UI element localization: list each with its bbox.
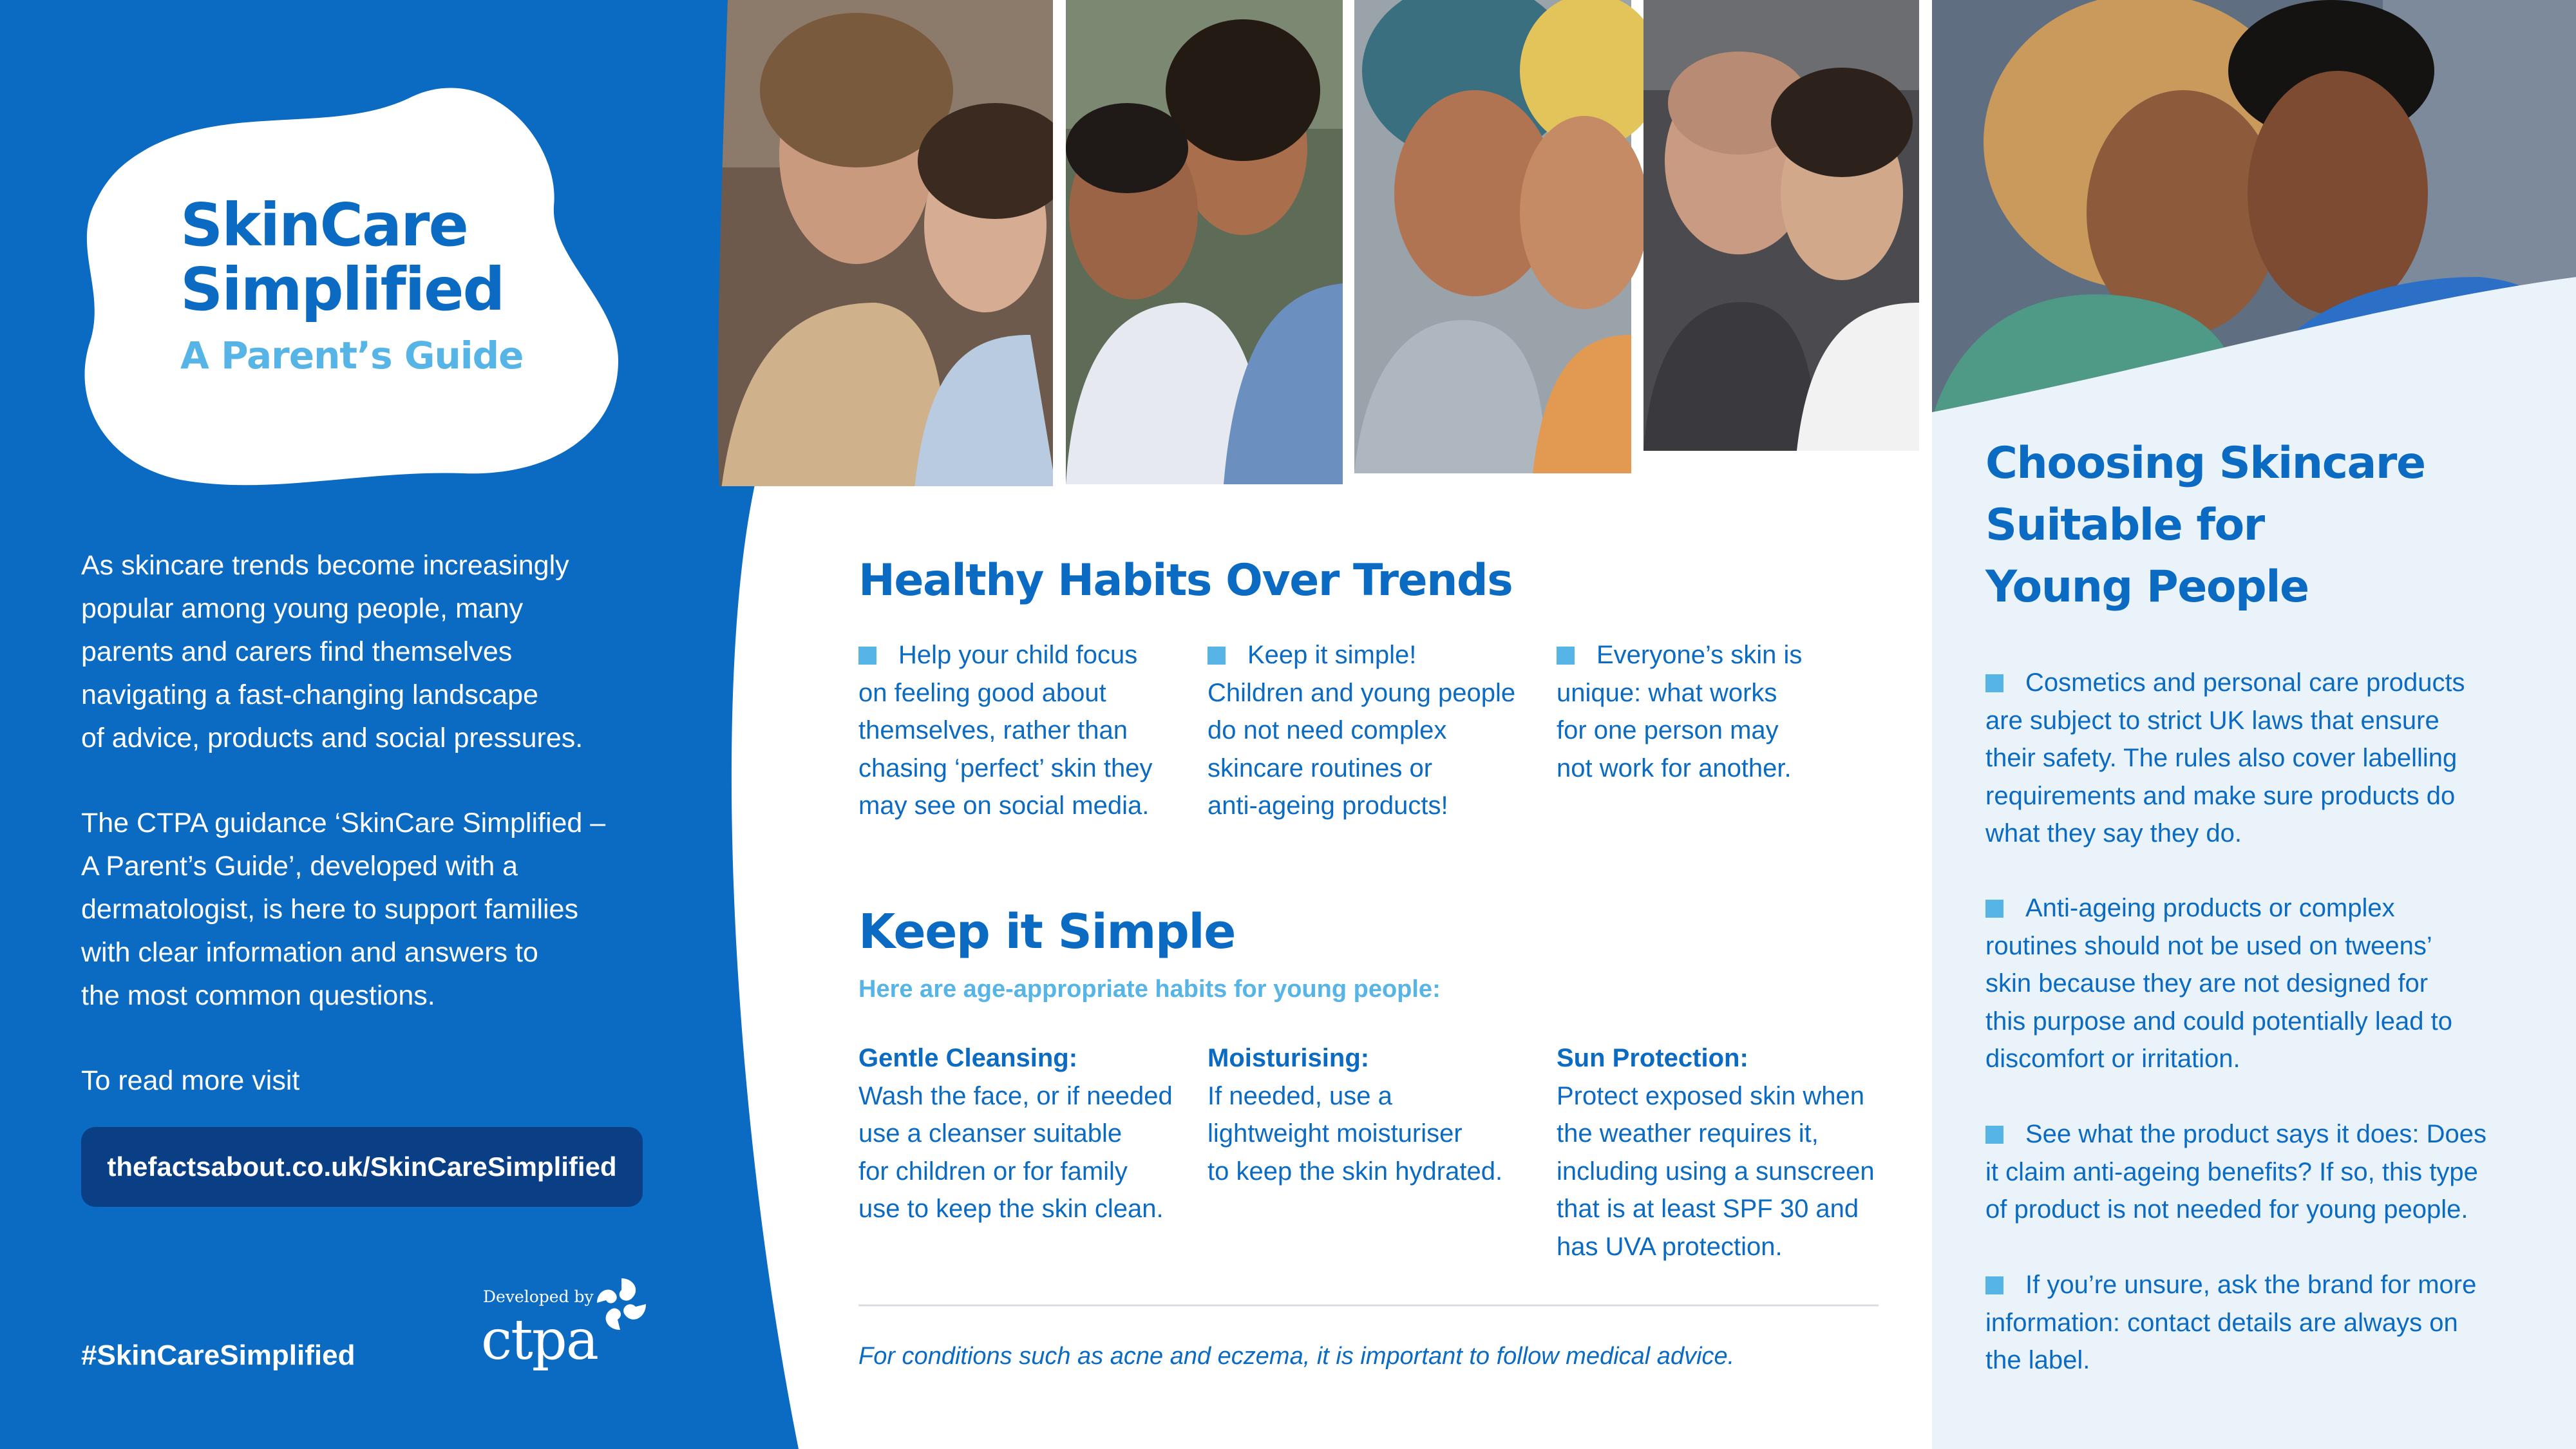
intro-paragraph-2 xyxy=(81,802,648,1018)
text-line: Wash the face, or if needed xyxy=(858,1081,1173,1110)
text-line: not work for another. xyxy=(1557,753,1792,782)
text-line: Anti-ageing products or complex xyxy=(2025,894,2395,922)
habit-column-1 xyxy=(858,636,1193,825)
choosing-item-2 xyxy=(1985,889,2552,1078)
ctpa-swirl-icon xyxy=(589,1272,654,1336)
text-line: including using a sunscreen xyxy=(1557,1157,1875,1186)
text-line: Help your child focus xyxy=(898,641,1138,669)
text-line: has UVA protection. xyxy=(1557,1232,1783,1261)
square-bullet-icon xyxy=(1985,1126,2003,1144)
read-more-label: To read more visit xyxy=(81,1065,300,1096)
text-line: for children or for family xyxy=(858,1157,1128,1186)
text-line: the most common questions. xyxy=(81,980,435,1011)
logo xyxy=(180,193,524,377)
text-line: If needed, use a xyxy=(1208,1081,1392,1110)
keep-it-simple-subtitle: Here are age-appropriate habits for young people: xyxy=(858,976,1441,1003)
text-line: it claim anti-ageing benefits? If so, this type xyxy=(1985,1157,2478,1186)
text-line: for one person may xyxy=(1557,716,1779,744)
photo-towel-selfie xyxy=(1354,0,1662,473)
developed-by-label: Developed by xyxy=(483,1287,594,1306)
photo-father-son xyxy=(1643,0,1919,451)
text-line: that is at least SPF 30 and xyxy=(1557,1195,1859,1223)
text-line: may see on social media. xyxy=(858,791,1150,820)
choosing-item-4 xyxy=(1985,1266,2552,1379)
square-bullet-icon xyxy=(1985,674,2003,692)
sun-protection-heading: Sun Protection: xyxy=(1557,1044,1748,1072)
square-bullet-icon xyxy=(1208,647,1226,665)
choosing-item-3 xyxy=(1985,1115,2552,1229)
text-line: their safety. The rules also cover labelling xyxy=(1985,744,2458,772)
text-line: A Parent’s Guide’, developed with a xyxy=(81,851,518,882)
text-line: use a cleanser suitable xyxy=(858,1119,1122,1148)
photo-mother-daughter xyxy=(708,0,1072,489)
text-line: the weather requires it, xyxy=(1557,1119,1819,1148)
text-line: what they say they do. xyxy=(1985,819,2242,848)
text-line: The CTPA guidance ‘SkinCare Simplified – xyxy=(81,808,606,838)
square-bullet-icon xyxy=(858,647,876,665)
habit-column-2 xyxy=(1208,636,1542,825)
text-line: unique: what works xyxy=(1557,678,1777,707)
text-line: of product is not needed for young people. xyxy=(1985,1195,2468,1224)
ctpa-wordmark: ctpa xyxy=(481,1308,598,1372)
text-line: skincare routines or xyxy=(1208,753,1433,782)
text-line: Cosmetics and personal care products xyxy=(2025,668,2465,697)
heading-line: Young People xyxy=(1985,562,2309,612)
text-line: Keep it simple! xyxy=(1247,641,1417,669)
square-bullet-icon xyxy=(1985,1276,2003,1294)
text-line: requirements and make sure products do xyxy=(1985,781,2456,810)
text-line: on feeling good about xyxy=(858,678,1106,707)
text-line: parents and carers find themselves xyxy=(81,636,513,667)
square-bullet-icon xyxy=(1985,900,2003,918)
text-line: As skincare trends become increasingly xyxy=(81,550,569,581)
habit-column-3 xyxy=(1557,636,1891,787)
ctpa-logo xyxy=(480,1272,660,1388)
website-link-button[interactable]: thefactsabout.co.uk/SkinCareSimplified xyxy=(81,1127,643,1207)
text-line: are subject to strict UK laws that ensure xyxy=(1985,706,2439,735)
text-line: of advice, products and social pressures. xyxy=(81,723,583,753)
text-line: lightweight moisturiser xyxy=(1208,1119,1463,1148)
heading-line: Choosing Skincare xyxy=(1985,438,2425,489)
heading-line: Suitable for xyxy=(1985,500,2264,551)
text-line: discomfort or irritation. xyxy=(1985,1045,2240,1073)
text-line: navigating a fast-changing landscape xyxy=(81,679,539,710)
text-line: anti-ageing products! xyxy=(1208,791,1448,820)
photo-father-daughter xyxy=(1066,0,1343,484)
text-line: information: contact details are always on xyxy=(1985,1308,2458,1337)
hashtag: #SkinCareSimplified xyxy=(81,1340,355,1371)
text-line: Children and young people xyxy=(1208,678,1516,707)
cleansing-heading: Gentle Cleansing: xyxy=(858,1044,1078,1072)
logo-title-line2: Simplified xyxy=(180,255,504,324)
text-line: this purpose and could potentially lead to xyxy=(1985,1007,2452,1036)
text-line: to keep the skin hydrated. xyxy=(1208,1157,1503,1186)
text-line: the label. xyxy=(1985,1346,2090,1374)
square-bullet-icon xyxy=(1557,647,1575,665)
text-line: do not need complex xyxy=(1208,716,1447,744)
text-line: See what the product says it does: Does xyxy=(2025,1120,2486,1148)
logo-subtitle: A Parent’s Guide xyxy=(180,334,524,377)
moisturising-heading: Moisturising: xyxy=(1208,1044,1370,1072)
moisturising-column xyxy=(1208,1039,1549,1190)
text-line: chasing ‘perfect’ skin they xyxy=(858,753,1153,782)
choosing-item-1 xyxy=(1985,664,2552,853)
text-line: skin because they are not designed for xyxy=(1985,969,2429,998)
text-line: Protect exposed skin when xyxy=(1557,1081,1865,1110)
text-line: use to keep the skin clean. xyxy=(858,1195,1164,1223)
text-line: with clear information and answers to xyxy=(81,937,538,968)
logo-title-line1: SkinCare xyxy=(180,191,468,260)
keep-it-simple-heading: Keep it Simple xyxy=(858,904,1235,960)
text-line: popular among young people, many xyxy=(81,593,524,624)
text-line: themselves, rather than xyxy=(858,716,1128,744)
medical-advice-footnote: For conditions such as acne and eczema, it is important to follow medical advice. xyxy=(858,1343,1735,1370)
choosing-skincare-heading xyxy=(1985,433,2425,618)
text-line: If you’re unsure, ask the brand for more xyxy=(2025,1271,2477,1299)
text-line: routines should not be used on tweens’ xyxy=(1985,931,2432,960)
sun-protection-column xyxy=(1557,1039,1917,1265)
text-line: Everyone’s skin is xyxy=(1596,641,1803,669)
text-line: dermatologist, is here to support families xyxy=(81,894,578,925)
intro-paragraph-1 xyxy=(81,544,648,760)
cleansing-column xyxy=(858,1039,1200,1228)
healthy-habits-heading: Healthy Habits Over Trends xyxy=(858,555,1513,606)
